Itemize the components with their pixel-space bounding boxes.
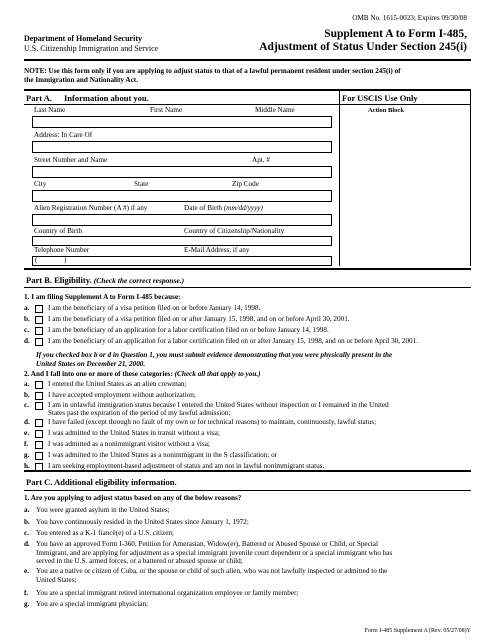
option-text: You have continuously resided in the United States since January 1, 1972; bbox=[36, 518, 249, 526]
dob-format: (mm/dd/yyyy) bbox=[223, 204, 263, 212]
option-text: I was admitted to the United States as a nonimmigrant in the S classification; or bbox=[48, 451, 278, 459]
part-b-note-1: If you checked box b or d in Question 1, you must submit evidence demonstrating that you were physically present in the bbox=[36, 351, 393, 359]
header-rule bbox=[24, 59, 471, 61]
option-text: I am the beneficiary of an application for a labor certification filed on or before January 14, 1998. bbox=[48, 326, 329, 334]
country-birth-label: Country of Birth bbox=[34, 227, 82, 235]
city-state-zip-field[interactable] bbox=[32, 190, 332, 202]
form-id-footer: Form I-485 Supplement A (Rev. 05/27/08)Y bbox=[364, 628, 471, 634]
option-letter: g. bbox=[24, 451, 30, 459]
uscis-use-only-title: For USCIS Use Only bbox=[342, 93, 418, 103]
telephone-label: Telephone Number bbox=[34, 246, 90, 254]
agency-name: U.S. Citizenship Immigration and Service bbox=[24, 44, 159, 53]
option-text: You are a native or citizen of Cuba, or the spouse or child of such alien, who was not lawfully inspected or admitted to the bbox=[36, 567, 388, 575]
checkbox[interactable] bbox=[35, 441, 43, 449]
option-letter: c. bbox=[24, 401, 29, 409]
option-letter: e. bbox=[24, 567, 29, 575]
name-field[interactable] bbox=[32, 116, 332, 128]
part-b-question-1: 1. I am filing Supplement A to Form I-485 because: bbox=[24, 293, 181, 301]
option-text: I have accepted employment without authorization; bbox=[48, 391, 196, 399]
note-line2: the Immigration and Nationality Act. bbox=[24, 76, 138, 84]
email-label: E-Mail Address, if any bbox=[184, 246, 250, 254]
option-letter: h. bbox=[24, 462, 30, 470]
part-b-title: Part B. Eligibility. (Check the correct response.) bbox=[26, 275, 185, 285]
state-label: State bbox=[134, 180, 149, 188]
option-text: You are a special immigrant retired international organization employee or family member; bbox=[36, 589, 299, 597]
form-title-line2: Adjustment of Status Under Section 245(i) bbox=[259, 41, 467, 53]
zip-label: Zip Code bbox=[232, 180, 259, 188]
option-letter: b. bbox=[24, 315, 30, 323]
option-text: I entered the United States as an alien crewman; bbox=[48, 380, 187, 388]
option-text: You were granted asylum in the United States; bbox=[36, 506, 170, 514]
checkbox[interactable] bbox=[35, 338, 43, 346]
part-c-title: Part C. Additional eligibility information. bbox=[26, 477, 177, 487]
part-b-note-2: United States on December 21, 2000. bbox=[36, 360, 146, 368]
option-text: You entered as a K-1 fiancé(e) of a U.S. citizen; bbox=[36, 529, 174, 537]
department-name: Department of Homeland Security bbox=[24, 34, 142, 43]
option-letter: g. bbox=[24, 600, 30, 608]
note-line1: NOTE: Use this form only if you are applying to adjust status to that of a lawful permanent resident under section 245(i) of bbox=[24, 67, 401, 75]
option-letter: d. bbox=[24, 418, 30, 426]
part-a-label: Part A. bbox=[26, 93, 52, 103]
option-letter: c. bbox=[24, 326, 29, 334]
option-letter: e. bbox=[24, 429, 29, 437]
alien-reg-label: Alien Registration Number (A #) if any bbox=[34, 204, 148, 212]
checkbox[interactable] bbox=[35, 402, 43, 410]
checkbox[interactable] bbox=[35, 305, 43, 313]
apt-label: Apt. # bbox=[252, 156, 270, 164]
alien-reg-dob-field[interactable] bbox=[32, 214, 332, 226]
dob-label: Date of Birth (mm/dd/yyyy) bbox=[184, 204, 263, 212]
option-letter: b. bbox=[24, 391, 30, 399]
option-text: I am in unlawful immigration status because I entered the United States without inspection or I remained in the United bbox=[48, 401, 389, 409]
option-letter: a. bbox=[24, 380, 30, 388]
checkbox[interactable] bbox=[35, 392, 43, 400]
option-text-cont: served in the U.S. armed forces, or a battered or abused spouse or child; bbox=[36, 557, 243, 565]
street-label: Street Number and Name bbox=[34, 156, 108, 164]
omb-number: OMB No. 1615-0023; Expires 09/30/08 bbox=[352, 14, 467, 22]
option-text-cont: United States; bbox=[36, 575, 77, 584]
option-letter: f. bbox=[24, 589, 29, 597]
option-letter: d. bbox=[24, 540, 30, 548]
first-name-label: First Name bbox=[150, 106, 183, 114]
option-text-cont: States past the expiration of the period of my lawful admission; bbox=[48, 409, 231, 417]
option-letter: d. bbox=[24, 337, 30, 345]
option-text: I was admitted as a nonimmigrant visitor without a visa; bbox=[48, 440, 210, 448]
checkbox[interactable] bbox=[35, 430, 43, 438]
telephone-email-field[interactable] bbox=[32, 256, 332, 266]
option-text: You have an approved Form I-360, Petition for Amerasian, Widow(er), Battered or Abused Spouse or Child, or Special bbox=[36, 540, 378, 548]
option-text: You are a special immigrant physician; bbox=[36, 600, 149, 608]
option-text: I have failed (except through no fault of my own or for technical reasons) to maintain, continuously, lawful status; bbox=[48, 418, 377, 426]
checkbox[interactable] bbox=[35, 327, 43, 335]
middle-name-label: Middle Name bbox=[255, 106, 295, 114]
option-letter: c. bbox=[24, 529, 29, 537]
country-field[interactable] bbox=[32, 236, 332, 246]
street-field[interactable] bbox=[32, 166, 332, 178]
option-letter: a. bbox=[24, 506, 30, 514]
option-letter: b. bbox=[24, 518, 30, 526]
option-text: I am the beneficiary of a visa petition filed on or before January 14, 1998. bbox=[48, 304, 261, 312]
checkbox[interactable] bbox=[35, 452, 43, 460]
part-c-question-1: 1. Are you applying to adjust status based on any of the below reasons? bbox=[24, 494, 242, 502]
last-name-label: Last Name bbox=[34, 106, 66, 114]
option-letter: f. bbox=[24, 440, 29, 448]
part-b-question-2: 2. And I fall into one or more of these categories: (Check all that apply to you.) bbox=[24, 370, 261, 378]
checkbox[interactable] bbox=[35, 419, 43, 427]
address-care-of-label: Address: In Care Of bbox=[34, 131, 93, 139]
option-letter: a. bbox=[24, 304, 30, 312]
option-text: I am the beneficiary of a visa petition filed on or after January 15, 1998, and on or before April 30, 2001. bbox=[48, 315, 350, 323]
checkbox[interactable] bbox=[35, 381, 43, 389]
option-text: I was admitted to the United States in transit without a visa; bbox=[48, 429, 220, 437]
form-title-line1: Supplement A to Form I-485, bbox=[324, 28, 467, 40]
city-label: City bbox=[34, 180, 47, 188]
address-care-of-field[interactable] bbox=[32, 141, 332, 153]
option-text: I am the beneficiary of an application for a labor certification filed on or after January 15, 1998, and on or before April 30, 2001. bbox=[48, 337, 419, 345]
option-text-cont: Immigrant, and are applying for adjustment as a special immigrant juvenile court dependent or a special immigrant who has bbox=[36, 548, 393, 557]
country-citizenship-label: Country of Citizenship/Nationality bbox=[184, 227, 285, 235]
part-a-title: Information about you. bbox=[64, 93, 149, 103]
action-block-label: Action Block bbox=[368, 107, 404, 114]
option-text: I am seeking employment-based adjustment of status and am not in lawful nonimmigrant status. bbox=[48, 462, 325, 470]
checkbox[interactable] bbox=[35, 316, 43, 324]
